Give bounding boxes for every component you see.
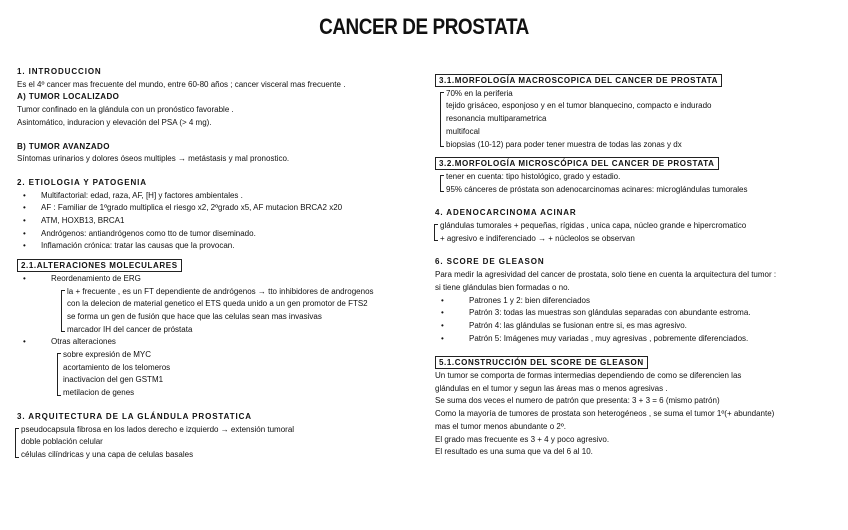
list-item: • Andrógenos: antiandrógenos como tto de tumor diseminado. (17, 228, 419, 241)
brace-item: pseudocapsula fibrosa en los lados derecho e izquierdo → extensión tumoral (21, 424, 295, 434)
brace-item: 95% cánceres de próstata son adenocarcinomas acinares: microglándulas tumorales (446, 184, 748, 194)
section-heading-introduccion: 1. INTRODUCCION (17, 67, 102, 76)
list-item: • Multifactorial: edad, raza, AF, [H] y factores ambientales . (17, 190, 419, 203)
brace-item: multifocal (446, 126, 480, 136)
brace-item: se forma un gen de fusión que hace que las celulas sean mas invasivas (67, 311, 322, 321)
boxed-heading-morfologia-microscopica: 3.2.MORFOLOGÍA MICROSCÓPICA DEL CANCER DE PROSTATA (435, 157, 719, 170)
list-item: • Reordenamiento de ERG (17, 273, 419, 286)
brace-group-arquitectura (13, 424, 419, 462)
list-item: • ATM, HOXB13, BRCA1 (17, 215, 419, 228)
section-heading-etiologia: 2. ETIOLOGIA Y PATOGENIA (17, 177, 147, 187)
list-item: • Patrones 1 y 2: bien diferenciados (435, 295, 835, 308)
list-item: • AF : Familiar de 1ºgrado multiplica el riesgo x2, 2ºgrado x5, AF mutacion BRCA2 x20 (17, 202, 419, 215)
list-item: • Inflamación crónica: tratar las causas que la provocan. (17, 240, 419, 253)
tumor-localizado-text-1: Tumor confinado en la glándula con un pronóstico favorable . (17, 105, 234, 115)
boxed-heading-alteraciones-moleculares: 2.1.ALTERACIONES MOLECULARES (17, 259, 182, 272)
brace-item: biopsias (10-12) para poder tener muestra de todas las zonas y dx (446, 139, 682, 149)
brace-item: metilacion de genes (63, 388, 135, 398)
brace-item: acortamiento de los telomeros (63, 362, 171, 372)
brace-item: doble población celular (21, 437, 103, 447)
boxed-heading-construccion-gleason: 5.1.CONSTRUCCIÓN DEL SCORE DE GLEASON (435, 356, 648, 369)
brace-item: + agresivo e indiferenciado → + núcleolos se observan (440, 233, 635, 243)
section-heading-adenocarcinoma: 4. ADENOCARCINOMA ACINAR (435, 208, 577, 218)
list-item: • Otras alteraciones (17, 336, 419, 349)
construccion-text: Como la mayoría de tumores de prostata son heterogéneos , se suma el tumor 1º(+ abundante) (435, 409, 775, 419)
brace-item: 70% en la periferia (446, 88, 513, 98)
brace-item: marcador IH del cancer de próstata (67, 324, 193, 334)
subheading-tumor-localizado: A) TUMOR LOCALIZADO (17, 92, 120, 102)
brace-item: sobre expresión de MYC (63, 350, 152, 360)
list-item: • Patrón 3: todas las muestras son glándulas separadas con abundante estroma. (435, 307, 835, 320)
tumor-avanzado-text: Síntomas urinarios y dolores óseos multiples → metástasis y mal pronostico. (17, 154, 290, 164)
tumor-localizado-text-2: Asintomático, induracion y elevación del PSA (> 4 mg). (17, 117, 212, 127)
brace-group-erg (59, 286, 419, 337)
brace-item: glándulas tumorales + pequeñas, rígidas , unica capa, núcleo grande e hipercromatico (440, 221, 747, 231)
left-column (17, 66, 419, 462)
brace-item: con la delecion de material genetico el ETS queda unido a un gen promotor de FTS2 (67, 299, 368, 309)
gleason-intro-1: Para medir la agresividad del cancer de prostata, solo tiene en cuenta la arquitectura del tumor : (435, 270, 777, 280)
right-column (435, 74, 835, 459)
brace-group-macroscopica (438, 88, 835, 152)
brace-item: tejido grisáceo, esponjoso y en el tumor blanquecino, compacto e indurado (446, 101, 712, 111)
construccion-text: El grado mas frecuente es 3 + 4 y poco agresivo. (435, 434, 610, 444)
construccion-text: mas el tumor menos abundante o 2º. (435, 421, 566, 431)
brace-group-otras-alteraciones (55, 349, 419, 400)
boxed-heading-morfologia-macroscopica: 3.1.MORFOLOGÍA MACROSCOPICA DEL CANCER DE PROSTATA (435, 74, 722, 87)
brace-item: tener en cuenta: tipo histológico, grado y estadio. (446, 171, 621, 181)
gleason-intro-2: si tiene glándulas bien formadas o no. (435, 282, 570, 292)
subheading-tumor-avanzado: B) TUMOR AVANZADO (17, 141, 110, 151)
brace-item: la + frecuente , es un FT dependiente de andrógenos → tto inhibidores de androgenos (67, 286, 374, 296)
brace-item: inactivacion del gen GSTM1 (63, 375, 164, 385)
list-item: • Patrón 5: Imágenes muy variadas , muy agresivas , pobremente diferenciados. (435, 333, 835, 346)
brace-item: resonancia multiparametrica (446, 114, 547, 124)
section-heading-score-gleason: 6. SCORE DE GLEASON (435, 257, 545, 267)
construccion-text: glándulas en el tumor y segun las áreas mas o menos agresivas . (435, 383, 668, 393)
construccion-text: El resultado es una suma que va del 6 al 10. (435, 447, 593, 457)
brace-group-adenocarcinoma (432, 220, 835, 245)
section-heading-arquitectura: 3. ARQUITECTURA DE LA GLÁNDULA PROSTATICA (17, 411, 252, 421)
construccion-text: Un tumor se comporta de formas intermedias dependiendo de como se diferencien las (435, 371, 742, 381)
brace-item: células cilíndricas y una capa de celulas basales (21, 449, 194, 459)
list-item: • Patrón 4: las glándulas se fusionan entre si, es mas agresivo. (435, 320, 835, 333)
page-title: CANCER DE PROSTATA (319, 14, 529, 39)
brace-group-microscopica (438, 171, 835, 196)
construccion-text: Se suma dos veces el numero de patrón que presenta: 3 + 3 = 6 (mismo patrón) (435, 396, 720, 406)
intro-text: Es el 4º cancer mas frecuente del mundo, entre 60-80 años ; cancer visceral mas frecuente . (17, 79, 346, 89)
